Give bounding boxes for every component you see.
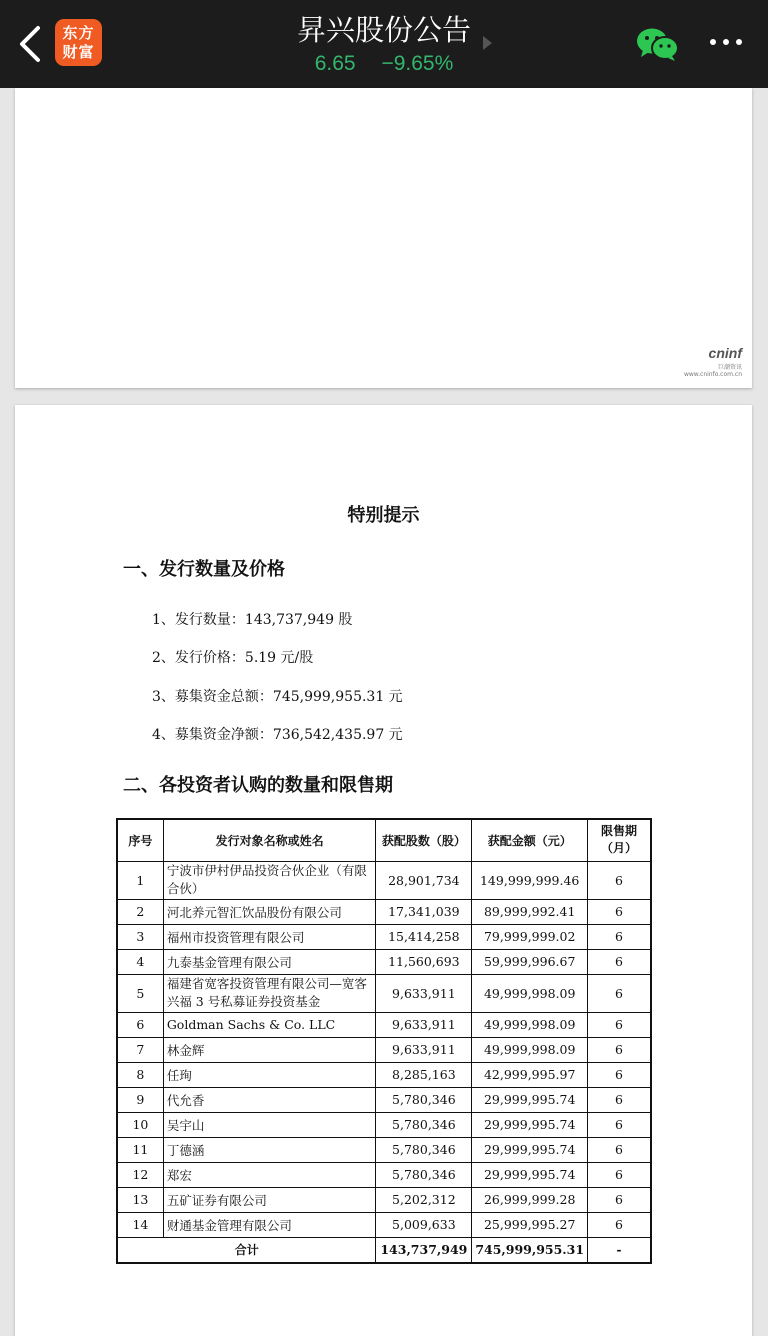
table-row bbox=[117, 1062, 651, 1087]
page-heading: 特别提示 bbox=[347, 505, 420, 526]
cell-lockup: 6 bbox=[588, 899, 651, 924]
cell-lockup: 6 bbox=[588, 1162, 651, 1187]
cell-name: 郑宏 bbox=[163, 1162, 376, 1187]
cell-shares: 28,901,734 bbox=[376, 861, 472, 899]
cell-shares: 15,414,258 bbox=[376, 924, 472, 949]
cell-index: 1 bbox=[117, 861, 163, 899]
cell-name: 宁波市伊村伊品投资合伙企业（有限合伙） bbox=[163, 861, 376, 899]
cell-name: 财通基金管理有限公司 bbox=[163, 1212, 376, 1237]
cell-lockup: 6 bbox=[588, 1087, 651, 1112]
table-row bbox=[117, 1137, 651, 1162]
cell-amount: 49,999,998.09 bbox=[472, 974, 588, 1012]
cell-lockup: 6 bbox=[588, 1137, 651, 1162]
cell-lockup: 6 bbox=[588, 1112, 651, 1137]
cell-shares: 8,285,163 bbox=[376, 1062, 472, 1087]
list-item: 4、募集资金净额：736,542,435.97 元 bbox=[152, 727, 403, 743]
table-row bbox=[117, 1187, 651, 1212]
cell-shares: 5,780,346 bbox=[376, 1162, 472, 1187]
more-options-icon[interactable] bbox=[706, 32, 746, 52]
table-row bbox=[117, 1037, 651, 1062]
table-body bbox=[117, 861, 651, 1263]
cell-lockup: 6 bbox=[588, 1212, 651, 1237]
cell-name: 福州市投资管理有限公司 bbox=[163, 924, 376, 949]
cell-name: 河北养元智汇饮品股份有限公司 bbox=[163, 899, 376, 924]
cell-shares: 17,341,039 bbox=[376, 899, 472, 924]
table-row bbox=[117, 1212, 651, 1237]
top-bar bbox=[0, 0, 768, 88]
table-row bbox=[117, 861, 651, 899]
table-total-row bbox=[117, 1237, 651, 1263]
table-row bbox=[117, 924, 651, 949]
cell-lockup: 6 bbox=[588, 1187, 651, 1212]
col-header-shares: 获配股数（股） bbox=[376, 819, 472, 861]
cell-shares: 5,202,312 bbox=[376, 1187, 472, 1212]
list-item: 1、发行数量：143,737,949 股 bbox=[152, 612, 353, 628]
total-amount: 745,999,955.31 bbox=[472, 1237, 588, 1263]
cell-lockup: 6 bbox=[588, 974, 651, 1012]
cell-amount: 89,999,992.41 bbox=[472, 899, 588, 924]
cell-amount: 79,999,999.02 bbox=[472, 924, 588, 949]
cell-shares: 5,780,346 bbox=[376, 1137, 472, 1162]
cell-index: 12 bbox=[117, 1162, 163, 1187]
document-page-2 bbox=[15, 405, 752, 1336]
cell-amount: 149,999,999.46 bbox=[472, 861, 588, 899]
document-page-1 bbox=[15, 88, 752, 388]
section-1-title: 一、发行数量及价格 bbox=[123, 559, 285, 580]
cell-shares: 5,009,633 bbox=[376, 1212, 472, 1237]
cell-name: 林金辉 bbox=[163, 1037, 376, 1062]
table-row bbox=[117, 1087, 651, 1112]
col-header-amount: 获配金额（元） bbox=[472, 819, 588, 861]
stock-change: −9.65% bbox=[381, 52, 454, 75]
cell-amount: 25,999,995.27 bbox=[472, 1212, 588, 1237]
cell-name: 九泰基金管理有限公司 bbox=[163, 949, 376, 974]
col-header-name: 发行对象名称或姓名 bbox=[163, 819, 376, 861]
play-icon[interactable] bbox=[483, 36, 492, 50]
cell-lockup: 6 bbox=[588, 861, 651, 899]
cell-lockup: 6 bbox=[588, 949, 651, 974]
cell-name: 吴宇山 bbox=[163, 1112, 376, 1137]
table-row bbox=[117, 899, 651, 924]
cell-amount: 29,999,995.74 bbox=[472, 1162, 588, 1187]
cell-lockup: 6 bbox=[588, 1012, 651, 1037]
cell-shares: 11,560,693 bbox=[376, 949, 472, 974]
cell-index: 8 bbox=[117, 1062, 163, 1087]
watermark-subtitle: 巨潮资讯 bbox=[717, 364, 742, 371]
wechat-share-icon[interactable] bbox=[636, 26, 680, 62]
total-shares: 143,737,949 bbox=[376, 1237, 472, 1263]
cell-name: 任珣 bbox=[163, 1062, 376, 1087]
cell-shares: 9,633,911 bbox=[376, 1012, 472, 1037]
cell-lockup: 6 bbox=[588, 924, 651, 949]
cell-amount: 29,999,995.74 bbox=[472, 1137, 588, 1162]
stock-price: 6.65 bbox=[314, 52, 356, 75]
cell-lockup: 6 bbox=[588, 1037, 651, 1062]
table-row bbox=[117, 1012, 651, 1037]
logo-line-2: 财富 bbox=[62, 42, 95, 61]
cell-amount: 29,999,995.74 bbox=[472, 1112, 588, 1137]
cell-amount: 59,999,996.67 bbox=[472, 949, 588, 974]
cell-name: 代允香 bbox=[163, 1087, 376, 1112]
cell-name: Goldman Sachs & Co. LLC bbox=[163, 1012, 376, 1037]
list-item: 2、发行价格：5.19 元/股 bbox=[152, 650, 314, 666]
allocation-table bbox=[116, 818, 652, 1264]
cell-name: 五矿证券有限公司 bbox=[163, 1187, 376, 1212]
logo-line-1: 东方 bbox=[62, 23, 95, 42]
cell-amount: 49,999,998.09 bbox=[472, 1037, 588, 1062]
cell-name: 丁德涵 bbox=[163, 1137, 376, 1162]
page-title: 昇兴股份公告 bbox=[296, 13, 471, 47]
watermark-logo: cninf bbox=[708, 345, 742, 361]
total-lockup: - bbox=[588, 1237, 651, 1263]
table-row bbox=[117, 1162, 651, 1187]
cell-index: 13 bbox=[117, 1187, 163, 1212]
cell-amount: 26,999,999.28 bbox=[472, 1187, 588, 1212]
cninfo-watermark bbox=[670, 345, 742, 378]
cell-index: 6 bbox=[117, 1012, 163, 1037]
total-label: 合计 bbox=[117, 1237, 376, 1263]
table-row bbox=[117, 1112, 651, 1137]
cell-lockup: 6 bbox=[588, 1062, 651, 1087]
cell-amount: 29,999,995.74 bbox=[472, 1087, 588, 1112]
cell-shares: 9,633,911 bbox=[376, 974, 472, 1012]
cell-amount: 42,999,995.97 bbox=[472, 1062, 588, 1087]
cell-name: 福建省宽客投资管理有限公司—宽客兴福 3 号私募证券投资基金 bbox=[163, 974, 376, 1012]
cell-shares: 5,780,346 bbox=[376, 1087, 472, 1112]
cell-index: 2 bbox=[117, 899, 163, 924]
list-item: 3、募集资金总额：745,999,955.31 元 bbox=[152, 689, 403, 705]
cell-amount: 49,999,998.09 bbox=[472, 1012, 588, 1037]
cell-index: 3 bbox=[117, 924, 163, 949]
col-header-index: 序号 bbox=[117, 819, 163, 861]
cell-index: 7 bbox=[117, 1037, 163, 1062]
table-header-row bbox=[117, 819, 651, 861]
section-2-title: 二、各投资者认购的数量和限售期 bbox=[123, 775, 393, 796]
cell-index: 14 bbox=[117, 1212, 163, 1237]
cell-index: 11 bbox=[117, 1137, 163, 1162]
cell-index: 9 bbox=[117, 1087, 163, 1112]
cell-shares: 5,780,346 bbox=[376, 1112, 472, 1137]
col-header-lockup: 限售期 （月） bbox=[588, 819, 651, 861]
watermark-url: www.cninfo.com.cn bbox=[683, 371, 742, 378]
table-row bbox=[117, 949, 651, 974]
cell-index: 5 bbox=[117, 974, 163, 1012]
cell-index: 4 bbox=[117, 949, 163, 974]
table-row bbox=[117, 974, 651, 1012]
cell-shares: 9,633,911 bbox=[376, 1037, 472, 1062]
cell-index: 10 bbox=[117, 1112, 163, 1137]
